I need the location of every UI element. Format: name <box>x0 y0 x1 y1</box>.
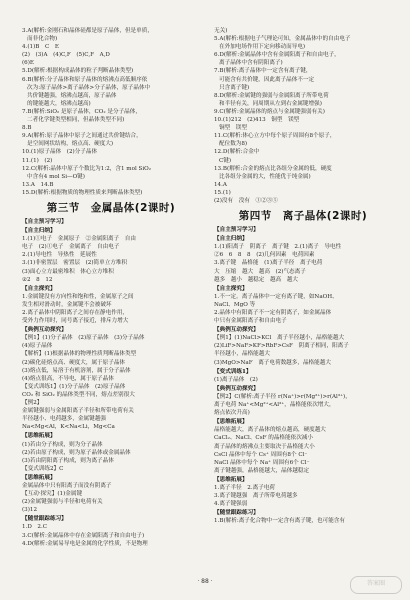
right-line: (1)离子晶体 (2) <box>214 376 258 383</box>
left-line: 电子 (2)①电子 金属离子 自由电子 <box>22 244 120 251</box>
right-line: 15.(1) <box>214 189 231 196</box>
section-subheading: 【思维拓展】 <box>22 433 56 440</box>
section-subheading: 【随堂跟踪练习】 <box>22 516 67 523</box>
right-line: NaCl、MgO 等 <box>214 301 256 308</box>
section-subheading: 【自主探究】 <box>22 285 56 292</box>
section-subheading: 【自主探究】 <box>214 285 248 292</box>
right-line: 【例1】(1)NaCl>KCl 离子半径越小，晶格能越大 <box>214 335 345 342</box>
section-title: 第三节 金属晶体(2课时) <box>46 201 176 214</box>
left-line: (4)原子晶体 <box>22 343 53 350</box>
left-line: 11.(1) (2) <box>22 157 53 164</box>
right-line: 和半径有关，同周期从左到右金属键增强) <box>219 100 322 107</box>
left-line: 3.A(解析:金刚石和晶体硅都是原子晶体，但是单质， <box>22 28 153 34</box>
right-line: 离子晶体中含有阴阳离子) <box>219 60 283 67</box>
left-line: 4.D(解析:金属易导电是金属的化学性质，不是物理 <box>22 540 148 547</box>
left-line: 5.D(解析:根据构成晶体的粒子判断晶体类型) <box>22 68 134 75</box>
right-line: 配位数为8) <box>219 141 248 148</box>
left-line: 9.A(解析:原子晶体中原子之间通过共价键结合， <box>22 133 142 140</box>
left-line: (2)金属键强弱与半径和电荷有关 <box>22 499 103 506</box>
section-subheading: 【自主预习学习】 <box>214 227 259 234</box>
right-line: 铜型 镁型 <box>219 125 247 132</box>
left-line: 13.A 14.B <box>22 181 54 188</box>
right-line: 8.D(解析:金属键的强弱与金属阳离子所带电荷 <box>214 92 329 99</box>
section-title: 第四节 离子晶体(2课时) <box>238 210 368 223</box>
left-line: 4.(1)B C E <box>22 44 59 51</box>
section-subheading: 【思维拓展】 <box>214 419 248 426</box>
right-line: 11.C(解析:体心立方中每个原子周围有8个原子， <box>214 133 336 140</box>
left-line: 1.D 2.C <box>22 524 48 531</box>
right-line: 离子晶体的熔沸点主要取决于晶格能大小 <box>214 443 315 450</box>
right-line: (3)MgO>NaF 离子电荷数越多，晶格能越大 <box>214 359 331 366</box>
left-line: (3)面心立方最密堆积 体心立方堆积 <box>22 268 114 275</box>
left-line: ②2 8 12 <box>22 276 53 283</box>
right-line: C键) <box>219 157 232 164</box>
right-line: 大 压缩 越大 越高 (2)气态离子 <box>214 268 306 275</box>
right-line: 无关) <box>214 28 228 34</box>
left-line: Na<Mg<Al，K<Na<Li，Mg<Ca <box>22 424 115 431</box>
right-line: 在外加电场作用下定向移动而导电) <box>219 44 306 51</box>
right-line: 6.D(解析:金属晶体中含有金属阳离子和自由电子， <box>214 52 340 59</box>
right-line: CaCl₂、NaCl、CsF 的晶格能依次减小 <box>214 435 313 442</box>
right-line: 熔点依次升高) <box>214 410 250 417</box>
section-subheading: 【思维拓展】 <box>214 476 248 483</box>
right-column <box>214 27 392 525</box>
right-line: (2)LiF>NaF>KF>RbF>CsF 阴离子相同，阳离子 <box>214 343 349 350</box>
right-line: 比各组分金属的大，性能优于纯金属) <box>219 173 311 180</box>
right-line: 离子键越强，晶格能越大，晶体越稳定 <box>214 467 310 474</box>
right-line: CsCl 晶体中每个 Cs⁺ 周围有8个 Cl⁻ <box>214 451 308 458</box>
right-line: 2.晶体中有阳离子不一定有阴离子，如金属晶体 <box>214 310 332 316</box>
left-line: 半径越小、电荷越多，金属键越强 <box>22 416 106 423</box>
right-line: 离子电荷 Na⁺<Mg²⁺<Al³⁺，晶格能依次增大， <box>214 402 335 409</box>
left-line: 而非化合物) <box>27 36 58 43</box>
section-subheading: 【典例互动探究】 <box>22 327 67 334</box>
left-line: 6.B(解析:分子晶体和原子晶体的熔沸点高低顺序依 <box>22 76 148 83</box>
left-line: 8.B <box>22 125 32 132</box>
left-column <box>22 27 200 548</box>
left-line: 受外力作用时，同号离子接近，排斥力增大 <box>22 318 129 325</box>
right-line: 只含离子键) <box>219 84 250 91</box>
left-line: 二者化学键类型相同，但晶体类型不同) <box>27 117 125 124</box>
right-line: 1.B(解析:离子化合物中一定含有离子键，也可能含有 <box>214 518 345 525</box>
section-subheading: 【随堂跟踪练习】 <box>214 510 259 517</box>
right-line: 可能含有共价键，因此离子晶体不一定 <box>219 76 315 83</box>
left-line: (3)熔点低，易溶于有机溶剂，属于分子晶体 <box>22 367 131 374</box>
left-line: 2.离子晶体中阴阳离子之间存在静电作用， <box>22 310 129 316</box>
right-line: 4.离子键强弱 <box>214 501 248 508</box>
left-line: 3.C(解析:金属晶体中存在金属阳离子和自由电子) <box>22 532 145 539</box>
left-line: 1.金属键没有方向性和饱和性，金属原子之间 <box>22 293 134 300</box>
section-subheading: 【变式训练1】 <box>214 368 252 375</box>
right-line: 13.B(解析:合金的熔点比各组分金属的低，硬度 <box>214 165 332 172</box>
left-line: 3.(1)非密置层 密置层 (2)简单立方堆积 <box>22 260 128 267</box>
left-line: 7.B(解析:SiO₂ 是原子晶体，CO₂ 是分子晶体， <box>22 108 141 115</box>
section-subheading: 【思维拓展】 <box>22 474 56 481</box>
right-line: (2)没有 没有 ①②③⑤ <box>214 197 278 204</box>
left-line: 次为:原子晶体>离子晶体>分子晶体，原子晶体中 <box>27 84 151 91</box>
right-line: 越多 越小 越稳定 越高 越大 <box>214 276 298 283</box>
section-subheading: 【典例互动探究】 <box>214 385 259 392</box>
watermark-stamp: 答案圈 <box>350 576 402 594</box>
left-line: 中含有4 mol Si—O键) <box>27 173 85 180</box>
left-line: 的键能越大，熔沸点越高) <box>27 100 91 107</box>
right-line: 1.不一定。离子晶体中一定有离子键，如NaOH、 <box>214 293 338 300</box>
right-line: 半径越小，晶格能越大 <box>214 351 270 358</box>
right-line: 1.离子半径 2.离子电荷 <box>214 484 276 491</box>
left-line: (3)12 <box>22 507 38 514</box>
right-line: 中只有金属阳离子和自由电子 <box>214 318 287 325</box>
left-line: 2.(1)导电性 导热性 延展性 <box>22 252 97 259</box>
left-line: (1)若由分子构成，则为分子晶体 <box>22 441 103 448</box>
right-line: 12.D(解析:合金中 <box>214 149 260 156</box>
left-line: CO₂ 和 SiO₂ 的晶体类型不同，熔点差别很大 <box>22 391 135 398</box>
left-line: 金属晶体中只有阳离子而没有阴离子 <box>22 482 112 489</box>
left-line: 【互动·探究】(1)金属键 <box>22 491 83 498</box>
left-line: (3)若由阴阳离子构成，则为离子晶体 <box>22 457 114 464</box>
left-line: 【例1】(1)分子晶体 (2)原子晶体 (3)分子晶体 <box>22 335 145 342</box>
right-line: 【例2】C(解析:离子半径 r(Na⁺)>r(Mg²⁺)>r(Al³⁺)， <box>214 393 351 400</box>
left-line: 发生相对滑动时，金属键不会被破坏 <box>22 301 112 308</box>
left-line: 1.(1)①电子 金属原子 ②金属阳离子 自由 <box>22 236 136 243</box>
left-line: (4)熔点很高，不导电，属于原子晶体 <box>22 375 114 382</box>
right-line: NaCl 晶体中每个 Na⁺ 周围有6个 Cl⁻ <box>214 459 310 466</box>
section-subheading: 【自主归纳】 <box>22 228 56 235</box>
section-subheading: 【自主归纳】 <box>214 236 248 243</box>
right-line: ②6 6 8 8 (2)几何因素 电荷因素 <box>214 252 315 259</box>
right-line: 14.A <box>214 181 227 188</box>
right-line: 3.离子键 晶格能 (1)离子半径 离子电荷 <box>214 260 323 267</box>
left-line: 15.D(解析:根据物质的物理性质来判断晶体类型) <box>22 189 143 196</box>
left-line: 金属键强弱与金属阳离子半径和所带电荷有关 <box>22 408 134 415</box>
left-line: 共价键越强，熔沸点越高，原子晶体 <box>27 92 117 99</box>
left-line: 是空间网状结构，熔点高、硬度大) <box>27 141 114 148</box>
left-line: (6)E <box>22 60 35 67</box>
left-line: 【变式训练1】(1)分子晶体 (2)原子晶体 <box>22 383 126 390</box>
left-line: 12.C(解析:晶体中原子个数比为1:2，含1 mol SiO₂ <box>22 165 151 172</box>
right-line: 3.离子键越强 离子所带电荷越多 <box>214 493 298 500</box>
right-line: 10.(1)212 (2)413 铜型 镁型 <box>214 117 300 124</box>
section-subheading: 【典例互动探究】 <box>214 327 259 334</box>
left-line: (2) (3)A (4)C,F (5)C,F A,D <box>22 52 110 59</box>
right-line: 5.A(解析:根据电子气理论可知，金属晶体中的自由电子 <box>214 36 351 43</box>
left-line: (2)若由原子构成，则为原子晶体或金属晶体 <box>22 449 131 456</box>
right-line: 1.(1)阳离子 阴离子 离子键 2.(1)离子 导电性 <box>214 244 342 251</box>
left-line: 10.(1)原子晶体 (2)分子晶体 <box>22 149 98 156</box>
left-line: 【变式训练2】C <box>22 465 64 472</box>
left-line: 【解析】(1)根据晶体的物理性质判断晶体类型 <box>22 351 137 358</box>
page-number: · 88 · <box>197 578 213 585</box>
right-line: 7.B(解析:离子晶体中一定含有离子键， <box>214 68 312 75</box>
right-line: 晶格能越大，离子晶体的熔点越高，硬度越大 <box>214 427 326 434</box>
left-line: (2)碳化硅熔点高、硬度大，属于原子晶体 <box>22 359 126 366</box>
left-line: 【例2】 <box>22 400 43 407</box>
section-subheading: 【自主预习学习】 <box>22 218 67 225</box>
right-line: 9.C(解析:金属晶体的熔点与金属键强弱有关) <box>214 108 325 115</box>
